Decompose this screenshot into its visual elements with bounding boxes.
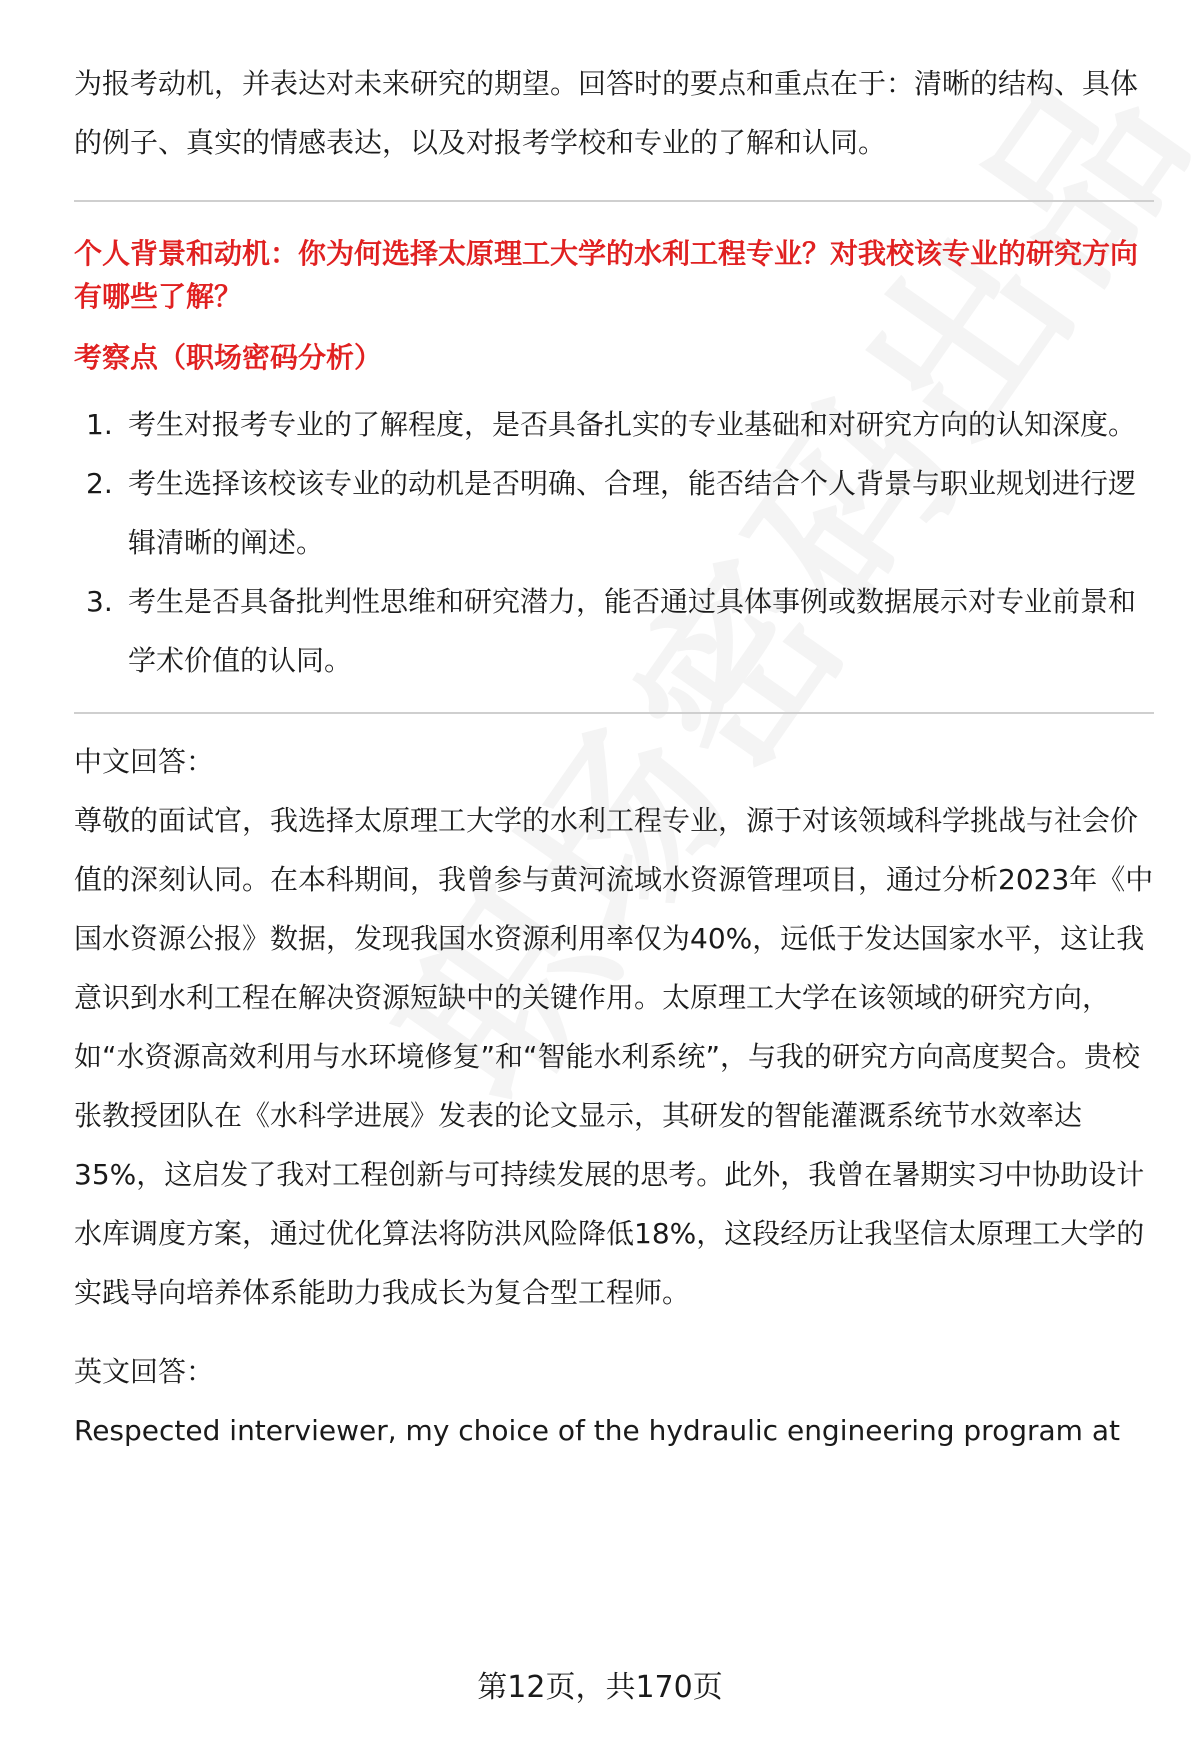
section-divider-top [74,200,1154,202]
points-heading: 考察点（职场密码分析） [74,341,383,374]
list-item [74,572,1154,690]
chinese-answer-label: 中文回答： [74,745,215,778]
list-item-number: 1. [86,408,113,441]
list-item-number: 2. [86,467,113,500]
list-item-text: 考生对报考专业的了解程度，是否具备扎实的专业基础和对研究方向的认知深度。 [128,408,1137,441]
list-item-text: 考生是否具备批判性思维和研究潜力，能否通过具体事例或数据展示对专业前景和学术价值的认同。 [128,585,1137,677]
list-item [74,454,1154,572]
english-answer-label: 英文回答： [74,1355,215,1388]
list-item [74,395,1154,454]
section-divider-middle [74,712,1154,714]
page-content [74,54,1154,1460]
assessment-points-list [74,395,1154,690]
list-item-number: 3. [86,585,113,618]
page-number-footer: 第12页，共170页 [477,1670,723,1705]
question-title: 个人背景和动机：你为何选择太原理工大学的水利工程专业？对我校该专业的研究方向有哪些了解？ [74,237,1139,313]
list-item-text: 考生选择该校该专业的动机是否明确、合理，能否结合个人背景与职业规划进行逻辑清晰的阐述。 [128,467,1137,559]
english-answer-text: Respected interviewer, my choice of the hydraulic engineering program at [74,1414,1120,1447]
intro-paragraph: 为报考动机，并表达对未来研究的期望。回答时的要点和重点在于：清晰的结构、具体的例子、真实的情感表达，以及对报考学校和专业的了解和认同。 [74,67,1139,159]
chinese-answer-text: 尊敬的面试官，我选择太原理工大学的水利工程专业，源于对该领域科学挑战与社会价值的深刻认同。在本科期间，我曾参与黄河流域水资源管理项目，通过分析2023年《中国水资源公报》数据，发现我国水资源利用率仅为40%，远低于发达国家水平，这让我意识到水利工程在解决资源短缺中的关键作用。太原理工大学在该领域的研究方向，如“水资源高效利用与水环境修复”和“智能水利系统”，与我的研究方向高度契合。贵校张教授团队在《水科学进展》发表的论文显示，其研发的智能灌溉系统节水效率达35%，这启发了我对工程创新与可持续发展的思考。此外，我曾在暑期实习中协助设计水库调度方案，通过优化算法将防洪风险降低18%，这段经历让我坚信太原理工大学的实践导向培养体系能助力我成长为复合型工程师。 [74,804,1154,1309]
